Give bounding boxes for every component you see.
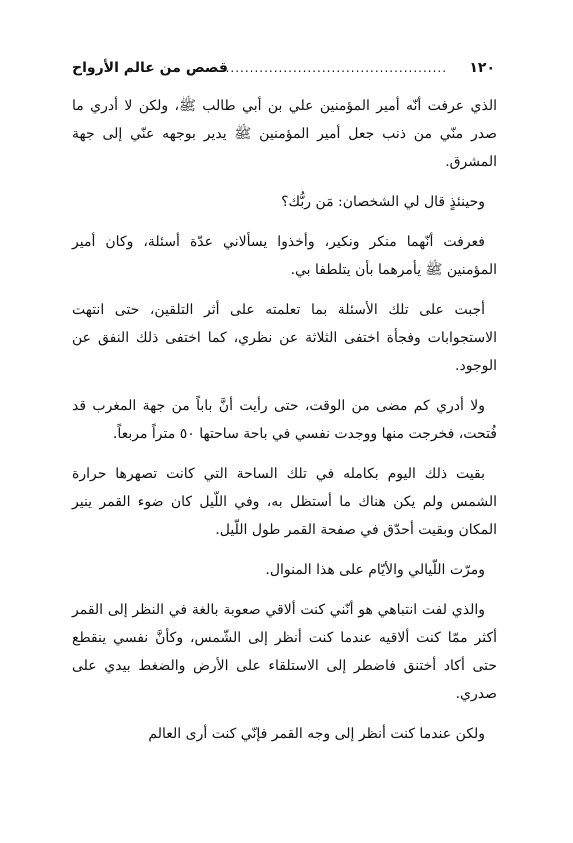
paragraph: ومرّت اللّيالي والأيّام على هذا المنوال. <box>265 562 485 578</box>
paragraph: ولا أدري كم مضى من الوقت، حتى رأيت أنَّ باباً من جهة المغرب قد فُتحت، فخرجت منها ووجدت نفسي في باحة ساحتها ٥٠ متراً مربعاً. <box>72 398 497 442</box>
paragraph: وحينئذٍ قال لي الشخصان: مَن ربُّك؟ <box>281 194 485 210</box>
paragraph: فعرفت أنّهما منكر ونكير، وأخذوا يسألاني عدّة أسئلة، وكان أمير المؤمنين ﷺ يأمرهما بأن يتلطفا بي. <box>72 234 497 278</box>
header-leader-dots: ................................................ <box>215 61 448 75</box>
book-page <box>72 60 497 843</box>
body-text <box>72 92 497 748</box>
running-header <box>72 60 497 82</box>
paragraph: أجبت على تلك الأسئلة بما تعلمته على أثر التلقين، حتى انتهت الاستجوابات وفجأة اختفى الثلاثة عن نظري، كما اختفى ذلك النفق عن الوجود. <box>72 302 497 374</box>
page-number: ١٢٠ <box>469 60 495 76</box>
paragraph: والذي لفت انتباهي هو أنّني كنت ألاقي صعوبة بالغة في النظر إلى القمر أكثر ممّا كنت ألاقيه عندما كنت أنظر إلى الشّمس، وكأنَّ نفسي ينقطع حتى أكاد أختنق فاضطر إلى الاستلقاء على الأرض والضغط بيدي على صدري. <box>72 602 497 702</box>
book-title: قصص من عالم الأرواح <box>72 60 228 76</box>
paragraph: الذي عرفت أنّه أمير المؤمنين علي بن أبي طالب ﷺ، ولكن لا أدري ما صدر منّي من ذنب جعل أمير المؤمنين ﷺ يدير بوجهه عنّي إلى جهة المشرق. <box>72 98 497 170</box>
paragraph: ولكن عندما كنت أنظر إلى وجه القمر فإنّي كنت أرى العالم <box>148 726 485 742</box>
paragraph: بقيت ذلك اليوم بكامله في تلك الساحة التي كانت تصهرها حرارة الشمس ولم يكن هناك ما أستظل به، وفي اللّيل كان ضوء القمر ينير المكان وبقيت أحدّق في صفحة القمر طول اللّيل. <box>72 466 497 538</box>
